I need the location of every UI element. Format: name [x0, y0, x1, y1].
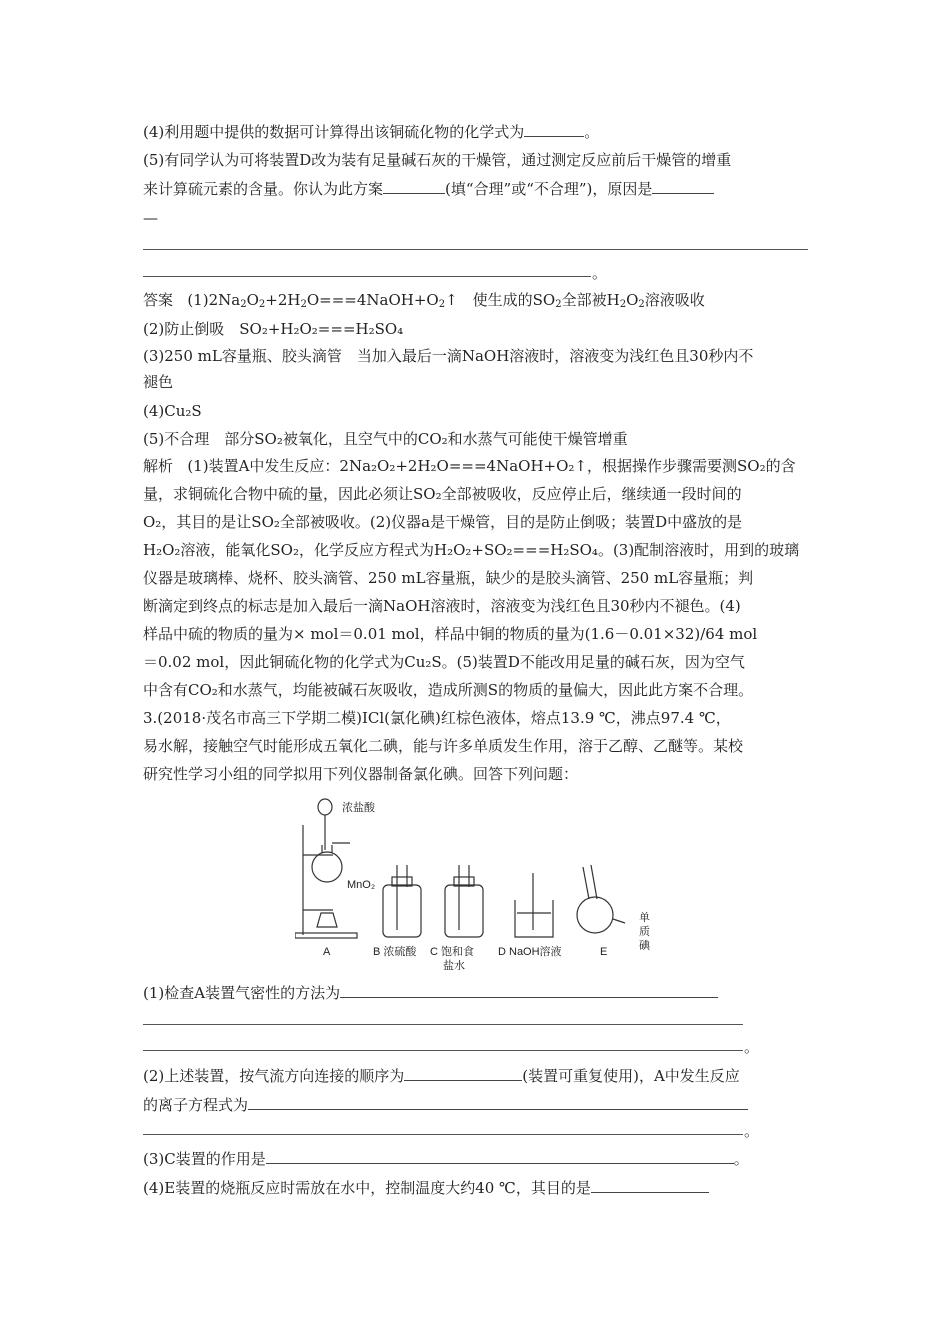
- flask-e: [577, 897, 613, 933]
- punct: 。: [592, 264, 608, 282]
- subq-2-text: (2)上述装置，按气流方向连接的顺序为: [143, 1067, 405, 1085]
- question-4: [143, 121, 599, 143]
- subq-2-text-2: (装置可重复使用)，A中发生反应: [522, 1067, 740, 1085]
- alcohol-lamp: [317, 913, 337, 927]
- subq-3: [143, 1148, 749, 1170]
- analysis-line2: 量，求铜硫化合物中硫的量，因此必须让SO₂全部被吸收，反应停止后，继续通一段时间的: [143, 485, 742, 503]
- stand-base: [295, 933, 357, 938]
- subq-2-line1: [143, 1065, 740, 1087]
- label-b: B 浓硫酸: [373, 946, 417, 958]
- beaker-d: [515, 900, 553, 937]
- analysis-label: 解析: [143, 457, 174, 475]
- label-a: A: [323, 946, 331, 958]
- question-4-text: (4)利用题中提供的数据可计算得出该铜硫化物的化学式为: [143, 123, 525, 141]
- analysis-line9: 中含有CO₂和水蒸气，均能被碱石灰吸收，造成所测S的物质的量偏大，因此此方案不合理。: [143, 681, 754, 699]
- analysis-line7: 样品中硫的物质的量为× mol＝0.01 mol，样品中铜的物质的量为(1.6－0.01×32)/64 mol: [143, 625, 758, 643]
- subq-4-text: (4)E装置的烧瓶反应时需放在水中，控制温度大约40 ℃，其目的是: [143, 1179, 591, 1197]
- apparatus-diagram: [295, 795, 655, 970]
- question-3-line2: 易水解，接触空气时能形成五氧化二碘，能与许多单质发生作用，溶于乙醇、乙醚等。某校: [143, 737, 744, 755]
- answer-blank[interactable]: [266, 1148, 734, 1164]
- answer-blank[interactable]: [524, 121, 584, 137]
- analysis-line6: 断滴定到终点的标志是加入最后一滴NaOH溶液时，溶液变为浅红色且30秒内不褪色。(4): [143, 597, 741, 615]
- answer-text: O: [626, 291, 639, 309]
- question-5-line3: —: [143, 209, 158, 227]
- answer-2: (2)防止倒吸 SO₂+H₂O₂===H₂SO₄: [143, 320, 404, 338]
- answer-blank[interactable]: [248, 1094, 748, 1110]
- label-mno2: MnO₂: [347, 879, 376, 891]
- answer-text: +2H: [265, 291, 301, 309]
- subq-4: [143, 1177, 709, 1199]
- answer-text: O===4NaOH+O: [306, 291, 439, 309]
- punct: 。: [584, 123, 600, 141]
- analysis-text: (1)装置A中发生反应：2Na₂O₂+2H₂O===4NaOH+O₂↑，根据操作步骤需要测SO₂的含: [187, 457, 796, 475]
- punct: 。: [744, 1038, 760, 1056]
- bottle-c: [445, 885, 483, 937]
- answer-3-line1: (3)250 mL容量瓶、胶头滴管 当加入最后一滴NaOH溶液时，溶液变为浅红色且30秒内不: [143, 347, 754, 365]
- analysis-line3: O₂，其目的是让SO₂全部被吸收。(2)仪器a是干燥管，目的是防止倒吸；装置D中盛放的是: [143, 513, 743, 531]
- punct: 。: [744, 1122, 760, 1140]
- answer-text: 全部被H: [561, 291, 620, 309]
- answer-blank[interactable]: [383, 178, 445, 194]
- subq-2-text-3: 的离子方程式为: [143, 1096, 249, 1114]
- answer-line[interactable]: [143, 1134, 743, 1135]
- subq-1: [143, 982, 718, 1004]
- question-3-line1: 3.(2018·茂名市高三下学期二模)ICl(氯化碘)红棕色液体，熔点13.9 ℃，沸点97.4 ℃，: [143, 709, 731, 727]
- label-c: C 饱和食: [430, 946, 474, 958]
- answer-text: O: [246, 291, 259, 309]
- analysis-line8: ＝0.02 mol，因此铜硫化物的化学式为Cu₂S。(5)装置D不能改用足量的碱石灰，因为空气: [143, 653, 745, 671]
- dropping-funnel: [318, 799, 332, 815]
- analysis-line1: [143, 455, 796, 477]
- flask-a: [312, 852, 342, 882]
- question-5-line1: (5)有同学认为可将装置D改为装有足量碱石灰的干燥管，通过测定反应前后干燥管的增重: [143, 151, 732, 169]
- answer-line[interactable]: [143, 276, 591, 277]
- answer-3-line2: 褪色: [143, 373, 174, 391]
- answer-blank[interactable]: [340, 982, 718, 998]
- punct: 。: [733, 1150, 749, 1168]
- question-3-line3: 研究性学习小组的同学拟用下列仪器制备氯化碘。回答下列问题：: [143, 765, 579, 783]
- label-iodine-2: 质: [639, 926, 650, 938]
- answer-1: 答案 $(1)2Na_2O_2+2H_2O===4NaOH+O_2↑$ 使生成的$SO_2$全部被$H_2O_2$溶液吸收: [143, 291, 705, 310]
- label-d: D NaOH溶液: [498, 946, 562, 958]
- answer-5: (5)不合理 部分SO₂被氧化，且空气中的CO₂和水蒸气可能使干燥管增重: [143, 430, 628, 448]
- answer-blank[interactable]: [404, 1065, 522, 1081]
- answer-text: (1)2Na: [187, 291, 241, 309]
- answer-line[interactable]: [143, 1024, 743, 1025]
- label-iodine: 单: [639, 912, 650, 924]
- answer-4: (4)Cu₂S: [143, 402, 202, 420]
- question-5-text-2: (填“合理”或“不合理”)，原因是: [445, 180, 653, 198]
- analysis-line5: 仪器是玻璃棒、烧杯、胶头滴管、250 mL容量瓶，缺少的是胶头滴管、250 mL容量瓶；判: [143, 569, 754, 587]
- label-c-2: 盐水: [443, 960, 465, 970]
- question-5-line2: [143, 178, 714, 200]
- analysis-line4: H₂O₂溶液，能氧化SO₂，化学反应方程式为H₂O₂+SO₂===H₂SO₄。(3)配制溶液时，用到的玻璃: [143, 541, 800, 559]
- answer-text: 溶液吸收: [644, 291, 705, 309]
- subq-2-line2: [143, 1094, 748, 1116]
- answer-blank[interactable]: [652, 178, 714, 194]
- question-5-text: 来计算硫元素的含量。你认为此方案: [143, 180, 384, 198]
- label-e: E: [600, 946, 608, 958]
- answer-label: 答案: [143, 291, 174, 309]
- answer-line[interactable]: [143, 1050, 743, 1051]
- subq-1-text: (1)检查A装置气密性的方法为: [143, 984, 341, 1002]
- bottle-b: [383, 885, 421, 937]
- label-conc-hcl: 浓盐酸: [342, 802, 375, 814]
- answer-line[interactable]: [143, 249, 808, 250]
- answer-blank[interactable]: [591, 1177, 709, 1193]
- answer-text: ↑ 使生成的SO: [445, 291, 556, 309]
- subq-3-text: (3)C装置的作用是: [143, 1150, 266, 1168]
- label-iodine-3: 碘: [639, 940, 650, 952]
